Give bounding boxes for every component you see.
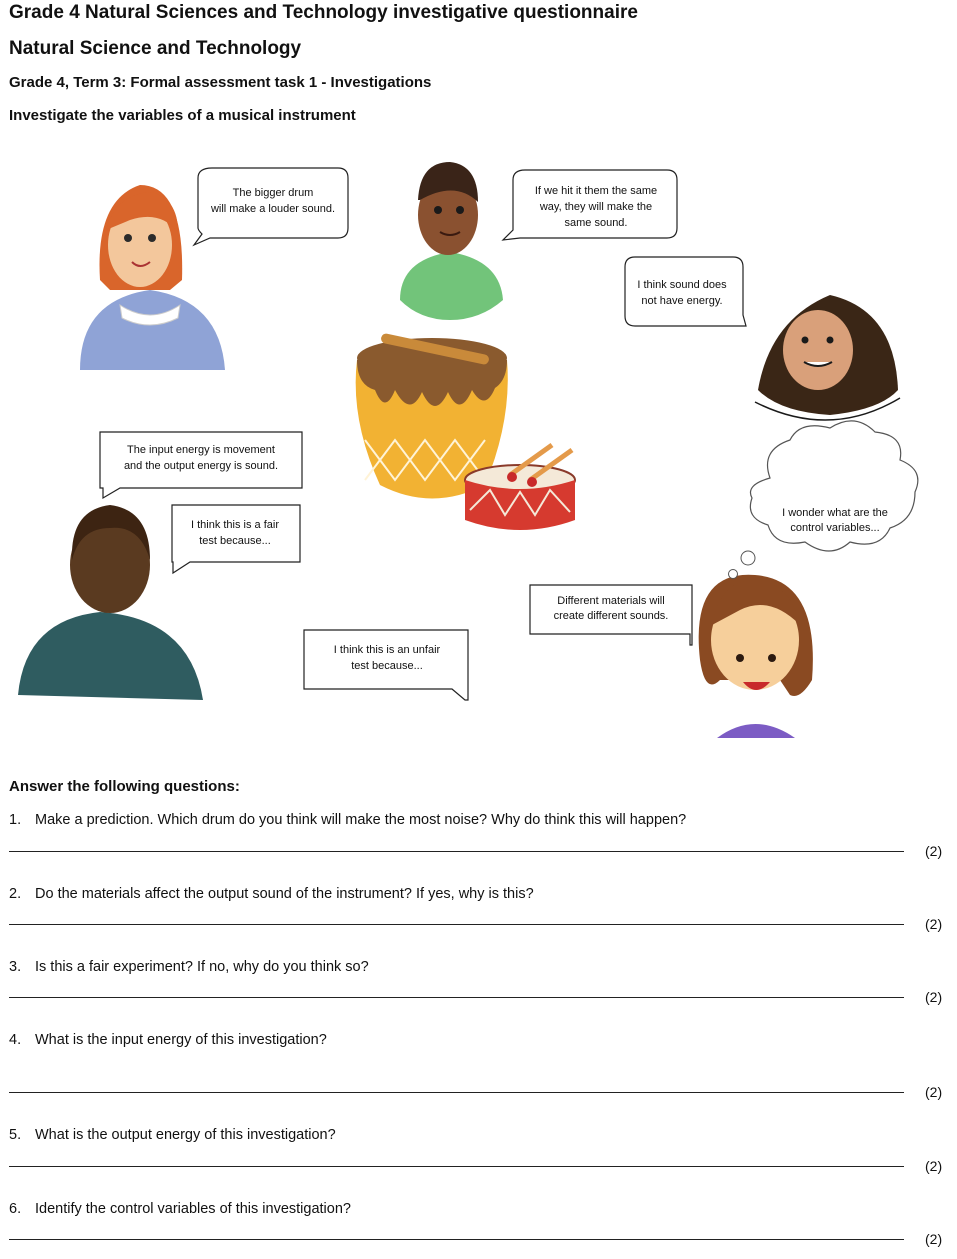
marks-label: (2) [925,1231,943,1247]
question-text: Make a prediction. Which drum do you think will make the most noise? Why do think this will happen? [35,812,687,828]
question-number: 6. [9,1201,22,1217]
answer-line-4[interactable] [9,1092,904,1093]
question-4 [9,1032,327,1048]
answer-line-5[interactable] [9,1166,904,1167]
speech-bubble-input-energy [100,432,302,498]
thought-bubble-control-variables [729,421,918,579]
bubble-line: I think sound does [637,279,727,291]
bubble-line: will make a louder sound. [210,203,336,215]
bubble-line: I wonder what are the [782,507,888,519]
bubble-line: The input energy is movement [127,444,275,456]
speech-bubble-unfair-test [304,630,468,700]
answer-line-6[interactable] [9,1239,904,1240]
question-3 [9,959,369,975]
answer-line-2[interactable] [9,924,904,925]
speech-bubble-bigger-drum [194,168,348,245]
bubble-line: and the output energy is sound. [123,460,279,472]
question-5 [9,1127,336,1143]
bubble-line: test because... [199,535,271,547]
answer-line-1[interactable] [9,851,904,852]
bubble-line: The bigger drum [232,187,314,199]
bubble-line: I think this is a fair [190,519,280,531]
topic-heading: Investigate the variables of a musical instrument [9,107,356,124]
illustration-scene [0,140,957,750]
marks-label: (2) [925,843,943,859]
question-6 [9,1201,351,1217]
question-text: What is the output energy of this investigation? [35,1127,336,1143]
bubble-line: If we hit it them the same [534,185,658,197]
question-2 [9,886,534,902]
question-number: 2. [9,886,22,902]
document-title: Grade 4 Natural Sciences and Technology investigative questionnaire [9,2,638,23]
question-1 [9,812,686,828]
question-number: 5. [9,1127,22,1143]
bubble-line: create different sounds. [553,610,669,622]
question-text: What is the input energy of this investigation? [35,1032,327,1048]
curly-haired-girl-illustration [755,295,900,420]
speech-bubble-different-materials [530,585,692,645]
brown-haired-girl-illustration [699,575,813,738]
bubble-line: I think this is an unfair [333,644,441,656]
marks-label: (2) [925,989,943,1005]
questions-heading: Answer the following questions: [9,778,240,795]
question-text: Identify the control variables of this investigation? [35,1201,351,1217]
boy-green-shirt-illustration [400,162,503,320]
question-number: 1. [9,812,22,828]
bubble-line: way, they will make the [539,201,653,213]
bubble-line: Different materials will [557,595,665,607]
speech-bubble-same-way [503,170,677,240]
bubble-line: control variables... [790,522,880,534]
speech-bubble-sound-energy [625,257,746,326]
marks-label: (2) [925,1084,943,1100]
task-heading: Grade 4, Term 3: Formal assessment task 1 - Investigations [9,74,432,91]
bubble-line: test because... [351,660,423,672]
subject-heading: Natural Science and Technology [9,38,302,59]
marks-label: (2) [925,916,943,932]
bubble-line: same sound. [564,217,628,229]
question-text: Do the materials affect the output sound of the instrument? If yes, why is this? [35,886,534,902]
answer-line-3[interactable] [9,997,904,998]
question-number: 3. [9,959,22,975]
question-number: 4. [9,1032,22,1048]
question-text: Is this a fair experiment? If no, why do you think so? [35,959,369,975]
speech-bubble-fair-test [172,505,300,573]
bubble-line: not have energy. [641,295,723,307]
marks-label: (2) [925,1158,943,1174]
